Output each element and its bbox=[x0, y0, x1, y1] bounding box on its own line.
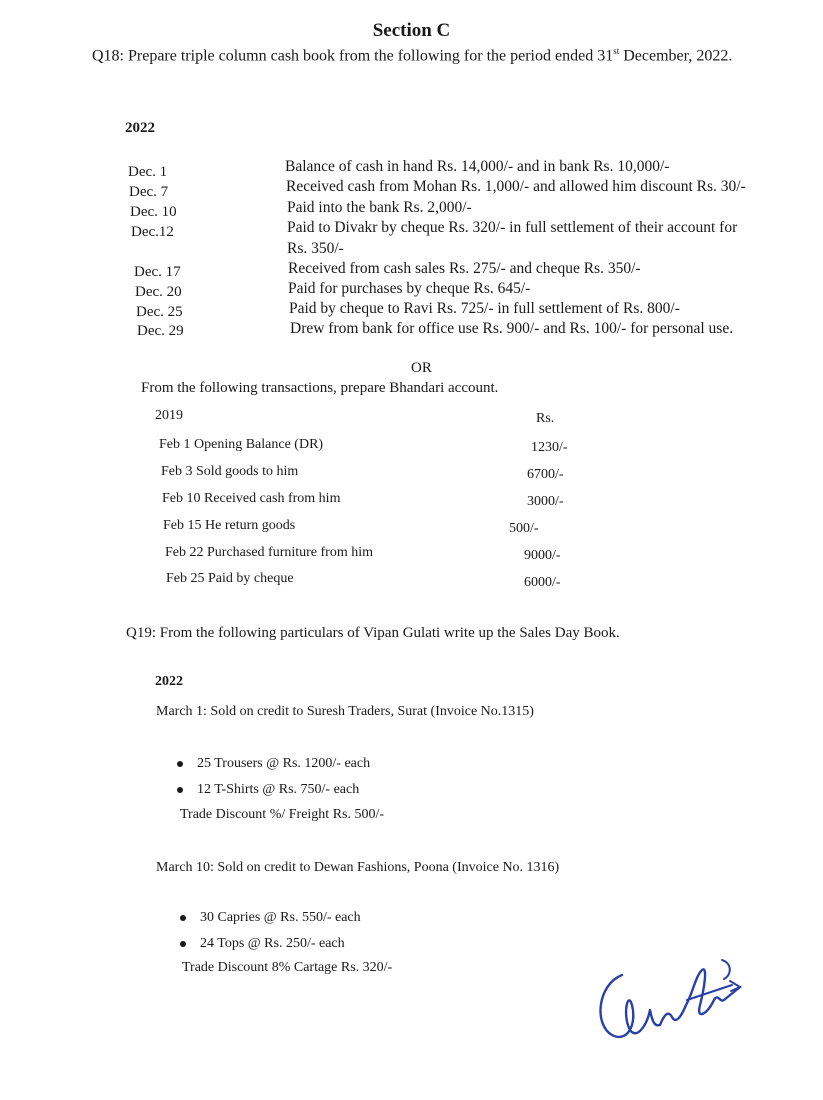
bhandari-row-label: Feb 3 Sold goods to him bbox=[161, 464, 299, 479]
bhandari-row-label: Feb 15 He return goods bbox=[163, 518, 296, 533]
entry-text: Received from cash sales Rs. 275/- and cheque Rs. 350/- bbox=[288, 260, 641, 277]
signature-icon bbox=[592, 955, 752, 1055]
bhandari-row-amount: 6000/- bbox=[524, 575, 561, 590]
q18-prefix: Q18: Prepare triple column cash book from the following for the period ended 31 bbox=[92, 47, 614, 65]
entry-text-continued: Rs. 350/- bbox=[287, 240, 344, 257]
q18-suffix: December, 2022. bbox=[619, 47, 733, 65]
entry-date: Dec. 7 bbox=[129, 184, 169, 200]
entry-text: Paid into the bank Rs. 2,000/- bbox=[287, 199, 472, 216]
bullet-icon bbox=[180, 941, 186, 947]
list-item bbox=[180, 910, 361, 926]
entry-text: Received cash from Mohan Rs. 1,000/- and allowed him discount Rs. 30/- bbox=[286, 178, 746, 195]
or-divider: OR bbox=[411, 360, 432, 376]
bullet-icon bbox=[177, 787, 183, 793]
list-item bbox=[177, 782, 359, 798]
entry-date: Dec. 29 bbox=[137, 323, 184, 339]
bhandari-row-label: Feb 1 Opening Balance (DR) bbox=[159, 437, 324, 452]
sale1-item: 25 Trousers @ Rs. 1200/- each bbox=[197, 756, 371, 771]
entry-date: Dec. 17 bbox=[134, 264, 181, 280]
bhandari-row-amount: 500/- bbox=[509, 521, 539, 536]
bhandari-row-amount: 1230/- bbox=[531, 440, 568, 455]
entry-date: Dec.12 bbox=[131, 224, 174, 240]
entry-text: Paid for purchases by cheque Rs. 645/- bbox=[288, 280, 531, 297]
bhandari-year: 2019 bbox=[155, 408, 183, 423]
list-item bbox=[177, 756, 370, 772]
sale1-heading: March 1: Sold on credit to Suresh Traders, Surat (Invoice No.1315) bbox=[156, 704, 534, 719]
list-item bbox=[180, 936, 345, 952]
q18-question bbox=[92, 46, 732, 65]
entry-text: Paid to Divakr by cheque Rs. 320/- in full settlement of their account for bbox=[287, 219, 738, 236]
bhandari-row-amount: 9000/- bbox=[524, 548, 561, 563]
sale2-heading: March 10: Sold on credit to Dewan Fashions, Poona (Invoice No. 1316) bbox=[156, 860, 560, 875]
entry-date: Dec. 1 bbox=[128, 164, 168, 180]
sale1-item: 12 T-Shirts @ Rs. 750/- each bbox=[197, 782, 360, 797]
bhandari-intro: From the following transactions, prepare Bhandari account. bbox=[141, 380, 499, 396]
sale2-item: 30 Capries @ Rs. 550/- each bbox=[200, 910, 361, 925]
bhandari-row-label: Feb 22 Purchased furniture from him bbox=[165, 545, 374, 560]
bullet-icon bbox=[180, 915, 186, 921]
entry-text: Balance of cash in hand Rs. 14,000/- and in bank Rs. 10,000/- bbox=[285, 158, 670, 175]
q19-question: Q19: From the following particulars of Vipan Gulati write up the Sales Day Book. bbox=[126, 625, 620, 641]
bhandari-row-label: Feb 10 Received cash from him bbox=[162, 491, 341, 506]
q18-year: 2022 bbox=[125, 120, 155, 136]
amount-column-header: Rs. bbox=[536, 411, 555, 426]
entry-date: Dec. 20 bbox=[135, 284, 182, 300]
sale2-footer: Trade Discount 8% Cartage Rs. 320/- bbox=[182, 960, 393, 975]
sale1-footer: Trade Discount %/ Freight Rs. 500/- bbox=[180, 807, 385, 822]
entry-date: Dec. 10 bbox=[130, 204, 177, 220]
bullet-icon bbox=[177, 761, 183, 767]
bhandari-row-amount: 3000/- bbox=[527, 494, 564, 509]
bhandari-row-label: Feb 25 Paid by cheque bbox=[166, 571, 294, 586]
entry-text: Paid by cheque to Ravi Rs. 725/- in full settlement of Rs. 800/- bbox=[289, 300, 680, 317]
q18-superscript: st bbox=[613, 46, 620, 56]
entry-date: Dec. 25 bbox=[136, 304, 183, 320]
section-title: Section C bbox=[372, 20, 451, 41]
bhandari-row-amount: 6700/- bbox=[527, 467, 564, 482]
entry-text: Drew from bank for office use Rs. 900/- and Rs. 100/- for personal use. bbox=[290, 320, 734, 337]
q19-year: 2022 bbox=[155, 674, 183, 689]
sale2-item: 24 Tops @ Rs. 250/- each bbox=[200, 936, 345, 951]
